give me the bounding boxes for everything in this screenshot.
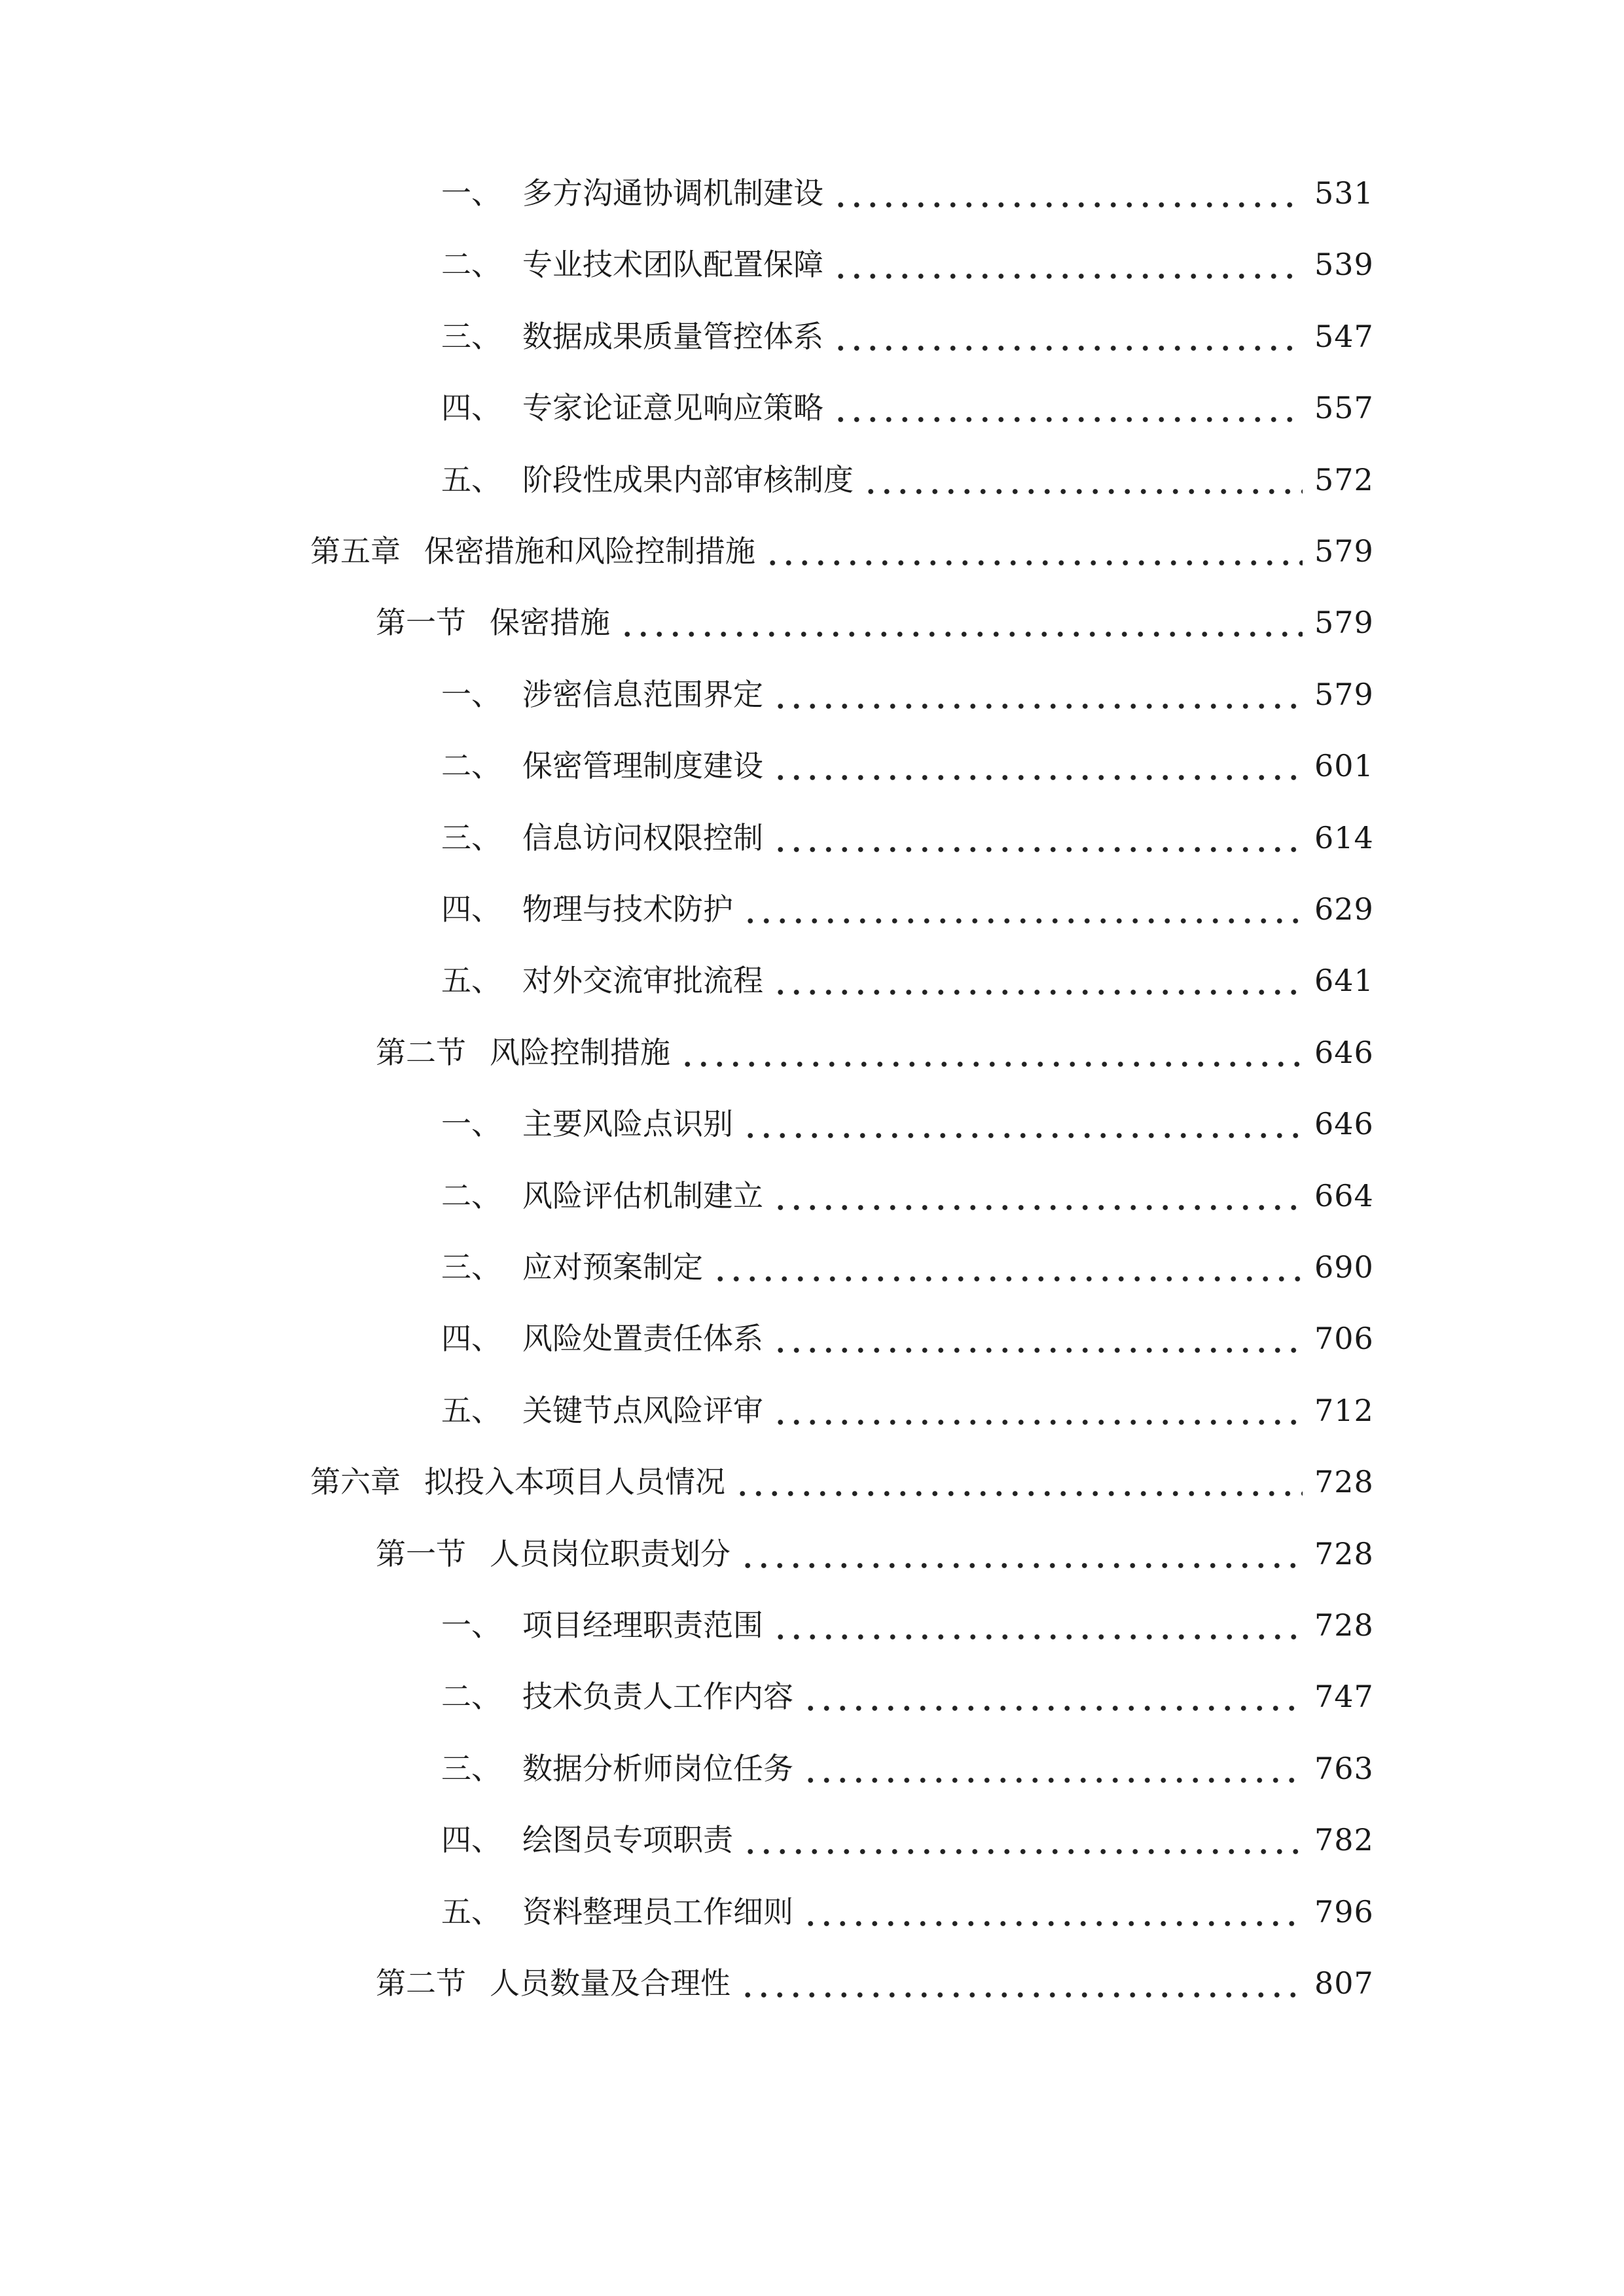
- dot-leader: [772, 1384, 1303, 1437]
- toc-entry-page-number: 531: [1314, 175, 1374, 211]
- toc-entry-number: 一、: [441, 175, 501, 211]
- toc-entry[interactable]: [0, 954, 1624, 1007]
- toc-entry-page-number: 646: [1314, 1034, 1374, 1070]
- toc-entry-page-number: 728: [1314, 1464, 1374, 1500]
- toc-entry[interactable]: [0, 740, 1624, 792]
- toc-entry-number: 第五章: [310, 533, 401, 569]
- dot-leader: [772, 812, 1303, 864]
- toc-entry[interactable]: [0, 167, 1624, 219]
- toc-entry[interactable]: [0, 1599, 1624, 1651]
- toc-entry[interactable]: [0, 1886, 1624, 1938]
- dot-leader: [803, 1742, 1303, 1795]
- toc-entry-title: 数据成果质量管控体系: [522, 318, 823, 354]
- toc-entry[interactable]: [0, 1742, 1624, 1795]
- toc-entry[interactable]: [0, 454, 1624, 506]
- toc-entry[interactable]: [0, 812, 1624, 864]
- toc-entry-number: 三、: [441, 1750, 501, 1786]
- dot-leader: [765, 525, 1303, 577]
- toc-entry[interactable]: [0, 1814, 1624, 1866]
- dot-leader: [619, 596, 1303, 649]
- dot-leader: [772, 1170, 1303, 1222]
- toc-entry[interactable]: [0, 238, 1624, 291]
- toc-entry-page-number: 579: [1314, 676, 1374, 712]
- toc-entry-number: 四、: [441, 1822, 501, 1858]
- toc-entry[interactable]: [0, 1312, 1624, 1365]
- toc-entry-number: 一、: [441, 1106, 501, 1142]
- toc-entry-title: 保密管理制度建设: [522, 748, 763, 784]
- toc-entry[interactable]: [0, 1456, 1624, 1508]
- toc-entry-title: 专业技术团队配置保障: [522, 247, 823, 283]
- toc-entry[interactable]: [0, 883, 1624, 935]
- toc-entry-page-number: 763: [1314, 1750, 1374, 1786]
- dot-leader: [803, 1670, 1303, 1723]
- toc-entry-title: 关键节点风险评审: [522, 1392, 763, 1428]
- toc-entry-number: 二、: [441, 748, 501, 784]
- toc-entry-page-number: 579: [1314, 605, 1374, 641]
- toc-entry-page-number: 782: [1314, 1822, 1374, 1858]
- toc-entry-number: 第一节: [376, 1535, 466, 1571]
- toc-entry-page-number: 646: [1314, 1106, 1374, 1142]
- toc-entry-number: 三、: [441, 1249, 501, 1285]
- toc-entry-title: 项目经理职责范围: [522, 1607, 763, 1643]
- toc-entry-title: 保密措施: [490, 605, 610, 641]
- toc-entry-number: 五、: [441, 1893, 501, 1929]
- toc-entry-page-number: 664: [1314, 1177, 1374, 1213]
- toc-entry-page-number: 690: [1314, 1249, 1374, 1285]
- toc-entry-title: 技术负责人工作内容: [522, 1679, 793, 1715]
- dot-leader: [742, 1098, 1303, 1150]
- dot-leader: [863, 454, 1303, 506]
- dot-leader: [742, 1814, 1303, 1866]
- toc-entry-page-number: 572: [1314, 461, 1374, 497]
- toc-entry-title: 应对预案制定: [522, 1249, 703, 1285]
- toc-entry-number: 一、: [441, 676, 501, 712]
- toc-entry-title: 风险控制措施: [490, 1034, 670, 1070]
- toc-entry[interactable]: [0, 1241, 1624, 1293]
- dot-leader: [742, 883, 1303, 935]
- toc-entry-title: 对外交流审批流程: [522, 963, 763, 999]
- toc-entry-page-number: 629: [1314, 891, 1374, 927]
- toc-entry-title: 数据分析师岗位任务: [522, 1750, 793, 1786]
- toc-entry-number: 二、: [441, 247, 501, 283]
- toc-entry-title: 资料整理员工作细则: [522, 1893, 793, 1929]
- dot-leader: [772, 1599, 1303, 1651]
- toc-entry-number: 三、: [441, 819, 501, 855]
- toc-entry[interactable]: [0, 525, 1624, 577]
- toc-entry-title: 信息访问权限控制: [522, 819, 763, 855]
- toc-entry-page-number: 579: [1314, 533, 1374, 569]
- toc-entry-title: 保密措施和风险控制措施: [424, 533, 755, 569]
- dot-leader: [679, 1026, 1303, 1079]
- toc-entry[interactable]: [0, 596, 1624, 649]
- dot-leader: [772, 740, 1303, 792]
- toc-entry-title: 拟投入本项目人员情况: [424, 1464, 725, 1500]
- dot-leader: [833, 167, 1303, 219]
- toc-entry-title: 风险评估机制建立: [522, 1177, 763, 1213]
- dot-leader: [772, 668, 1303, 721]
- toc-entry-page-number: 547: [1314, 318, 1374, 354]
- toc-entry-page-number: 728: [1314, 1535, 1374, 1571]
- toc-entry[interactable]: [0, 1670, 1624, 1723]
- dot-leader: [803, 1886, 1303, 1938]
- toc-entry-title: 涉密信息范围界定: [522, 676, 763, 712]
- toc-entry-page-number: 728: [1314, 1607, 1374, 1643]
- dot-leader: [772, 1312, 1303, 1365]
- dot-leader: [734, 1456, 1303, 1508]
- toc-entry-number: 三、: [441, 318, 501, 354]
- toc-entry[interactable]: [0, 310, 1624, 363]
- dot-leader: [833, 310, 1303, 363]
- toc-entry-number: 第二节: [376, 1965, 466, 2001]
- toc-entry-page-number: 796: [1314, 1893, 1374, 1929]
- toc-entry-page-number: 614: [1314, 819, 1374, 855]
- dot-leader: [712, 1241, 1303, 1293]
- toc-entry-title: 阶段性成果内部审核制度: [522, 461, 854, 497]
- toc-entry[interactable]: [0, 382, 1624, 434]
- toc-entry-title: 主要风险点识别: [522, 1106, 733, 1142]
- toc-entry-number: 第一节: [376, 605, 466, 641]
- toc-entry-page-number: 706: [1314, 1321, 1374, 1357]
- dot-leader: [740, 1957, 1303, 2009]
- toc-entry-page-number: 807: [1314, 1965, 1374, 2001]
- toc-entry-page-number: 712: [1314, 1392, 1374, 1428]
- toc-entry-page-number: 601: [1314, 748, 1374, 784]
- toc-entry-number: 四、: [441, 891, 501, 927]
- toc-entry-number: 二、: [441, 1679, 501, 1715]
- toc-entry[interactable]: [0, 1098, 1624, 1150]
- toc-entry-number: 一、: [441, 1607, 501, 1643]
- dot-leader: [772, 954, 1303, 1007]
- toc-entry-title: 人员数量及合理性: [490, 1965, 731, 2001]
- toc-entry-page-number: 747: [1314, 1679, 1374, 1715]
- dot-leader: [833, 238, 1303, 291]
- toc-entry-title: 专家论证意见响应策略: [522, 390, 823, 426]
- toc-entry-number: 第六章: [310, 1464, 401, 1500]
- toc-entry[interactable]: [0, 668, 1624, 721]
- toc-entry-number: 五、: [441, 461, 501, 497]
- toc-entry-title: 人员岗位职责划分: [490, 1535, 731, 1571]
- toc-entry-number: 二、: [441, 1177, 501, 1213]
- dot-leader: [740, 1528, 1303, 1580]
- toc-entry[interactable]: [0, 1957, 1624, 2009]
- toc-entry-number: 第二节: [376, 1034, 466, 1070]
- dot-leader: [833, 382, 1303, 434]
- toc-entry-page-number: 557: [1314, 390, 1374, 426]
- toc-entry[interactable]: [0, 1384, 1624, 1437]
- toc-entry-title: 绘图员专项职责: [522, 1822, 733, 1858]
- toc-entry-number: 四、: [441, 1321, 501, 1357]
- toc-entry-number: 五、: [441, 1392, 501, 1428]
- toc-entry[interactable]: [0, 1026, 1624, 1079]
- toc-entry-number: 五、: [441, 963, 501, 999]
- toc-entry-number: 四、: [441, 390, 501, 426]
- toc-entry[interactable]: [0, 1528, 1624, 1580]
- toc-entry-title: 多方沟通协调机制建设: [522, 175, 823, 211]
- toc-entry-page-number: 641: [1314, 963, 1374, 999]
- toc-entry-title: 物理与技术防护: [522, 891, 733, 927]
- toc-entry-page-number: 539: [1314, 247, 1374, 283]
- toc-entry[interactable]: [0, 1170, 1624, 1222]
- toc-entry-title: 风险处置责任体系: [522, 1321, 763, 1357]
